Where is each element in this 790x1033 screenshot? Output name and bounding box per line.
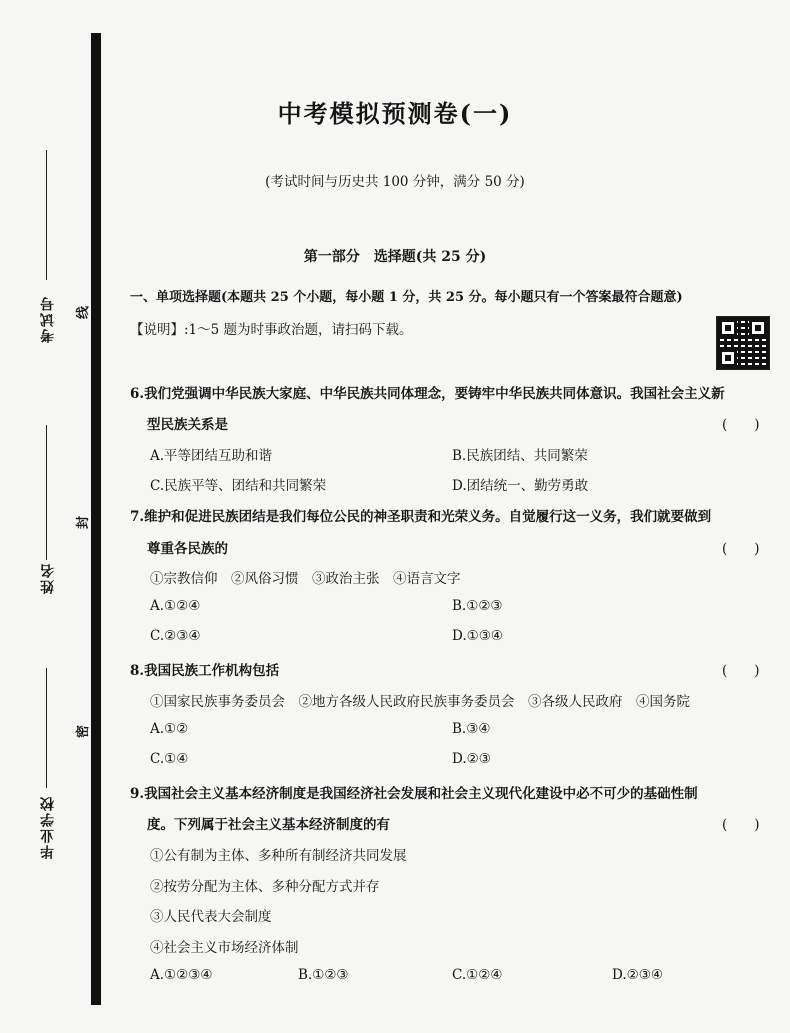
exam-subtitle: (考试时间与历史共 100 分钟，满分 50 分): [265, 174, 525, 190]
section-heading: 一、单项选择题(本题共 25 个小题，每小题 1 分，共 25 分。每小题只有一个答案最符合题意): [130, 290, 683, 305]
q9-item-2: ②按劳分配为主体、多种分配方式并存: [150, 879, 380, 895]
q9-item-1: ①公有制为主体、多种所有制经济共同发展: [150, 848, 407, 864]
qr-code-icon[interactable]: [716, 316, 770, 370]
q7-option-d: D.①③④: [452, 628, 503, 644]
q9-option-c: C.①②④: [452, 967, 503, 983]
school-underline: [46, 668, 47, 788]
name-underline: [46, 425, 47, 560]
school-label: 毕业学校: [40, 795, 56, 859]
q9-stem-line2: 度。下列属于社会主义基本经济制度的有: [147, 817, 390, 833]
qr-finder-icon: [719, 349, 737, 367]
q6-option-d: D.团结统一、勤劳勇敢: [452, 478, 589, 494]
section-title: 第一部分 选择题(共 25 分): [303, 249, 487, 265]
q9-option-b: B.①②③: [298, 967, 349, 983]
q9-option-d: D.②③④: [612, 967, 663, 983]
seal-sealed-char: 密: [76, 724, 92, 739]
q9-item-3: ③人民代表大会制度: [150, 909, 272, 925]
exam-no-label: 考试号: [40, 295, 56, 343]
q7-items: ①宗教信仰 ②风俗习惯 ③政治主张 ④语言文字: [150, 571, 461, 587]
q9-stem-line1: 9.我国社会主义基本经济制度是我国经济社会发展和社会主义现代化建设中必不可少的基础性制: [130, 786, 698, 802]
q8-stem: 8.我国民族工作机构包括: [130, 663, 280, 679]
q6-option-a: A.平等团结互助和谐: [150, 448, 273, 464]
seal-line-char: 线: [76, 305, 92, 320]
q9-item-4: ④社会主义市场经济体制: [150, 940, 299, 956]
qr-finder-icon: [719, 319, 737, 337]
seal-seal-char: 封: [76, 515, 92, 530]
q7-option-b: B.①②③: [452, 598, 503, 614]
q9-answer-paren[interactable]: ( ): [722, 817, 760, 833]
q8-answer-paren[interactable]: ( ): [722, 663, 760, 679]
q8-items: ①国家民族事务委员会 ②地方各级人民政府民族事务委员会 ③各级人民政府 ④国务院: [150, 694, 690, 710]
q8-option-d: D.②③: [452, 751, 491, 767]
name-label: 姓名: [40, 562, 56, 594]
q6-stem-line1: 6.我们党强调中华民族大家庭、中华民族共同体理念，要铸牢中华民族共同体意识。我国社会主义新: [130, 386, 725, 402]
q9-option-a: A.①②③④: [150, 967, 213, 983]
q7-stem-line2: 尊重各民族的: [147, 541, 228, 557]
q7-option-a: A.①②④: [150, 598, 201, 614]
qr-finder-icon: [749, 319, 767, 337]
section-note: 【说明】:1～5 题为时事政治题，请扫码下载。: [130, 322, 413, 338]
q8-option-b: B.③④: [452, 721, 491, 737]
q6-option-c: C.民族平等、团结和共同繁荣: [150, 478, 327, 494]
q6-answer-paren[interactable]: ( ): [722, 417, 760, 433]
q7-answer-paren[interactable]: ( ): [722, 541, 760, 557]
exam-title: 中考模拟预测卷(一): [277, 99, 513, 128]
q7-stem-line1: 7.维护和促进民族团结是我们每位公民的神圣职责和光荣义务。自觉履行这一义务，我们就要做到: [130, 509, 712, 525]
q8-option-a: A.①②: [150, 721, 189, 737]
q6-stem-line2: 型民族关系是: [147, 417, 228, 433]
q8-option-c: C.①④: [150, 751, 189, 767]
q7-option-c: C.②③④: [150, 628, 201, 644]
q6-option-b: B.民族团结、共同繁荣: [452, 448, 588, 464]
